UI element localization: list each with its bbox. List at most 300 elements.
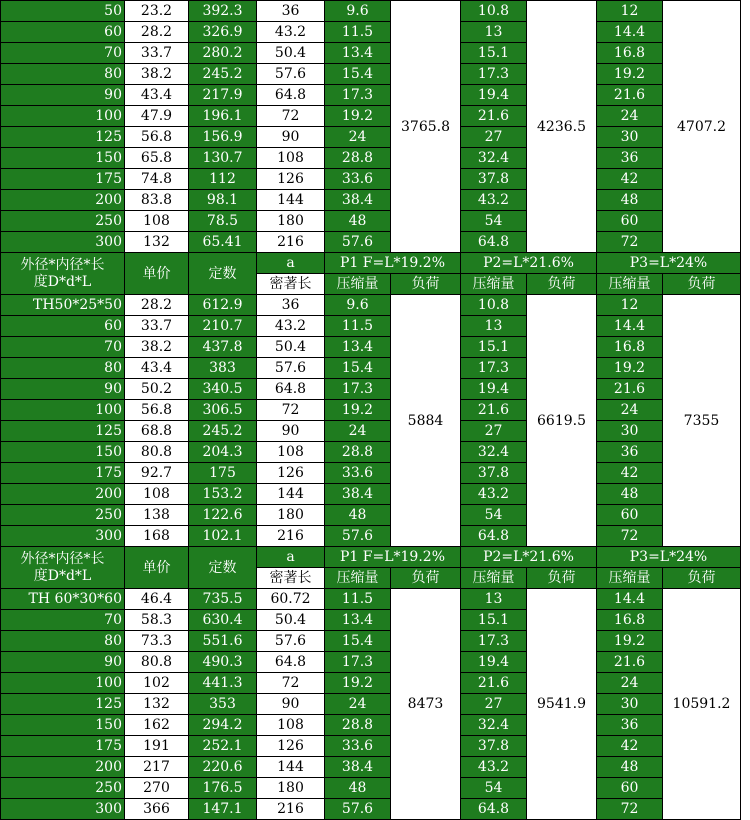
quota-cell: 392.3 <box>189 1 257 22</box>
p2-compression-cell: 54 <box>461 211 527 232</box>
table-row <box>1 778 741 799</box>
p2-compression-cell: 21.6 <box>461 673 527 694</box>
p1-load-header: 负荷 <box>391 274 461 295</box>
p1-compression-cell: 9.6 <box>325 295 391 316</box>
table-row <box>1 232 741 253</box>
density-length-cell: 144 <box>257 757 325 778</box>
size-cell: 100 <box>1 106 125 127</box>
table-row <box>1 316 741 337</box>
col-size-header <box>1 547 125 589</box>
table-row <box>1 589 741 610</box>
p2-compression-cell: 13 <box>461 589 527 610</box>
quota-cell: 280.2 <box>189 43 257 64</box>
quota-cell: 306.5 <box>189 400 257 421</box>
p1-compression-cell: 48 <box>325 778 391 799</box>
size-cell: 90 <box>1 85 125 106</box>
size-cell: 80 <box>1 64 125 85</box>
table-row <box>1 190 741 211</box>
p2-compression-cell: 54 <box>461 778 527 799</box>
p3-header: P3=L*24% <box>597 547 741 568</box>
col-density-length-header: 密著长 <box>257 568 325 589</box>
p2-load-cell: 4236.5 <box>527 1 597 253</box>
p1-compression-cell: 17.3 <box>325 652 391 673</box>
table-row <box>1 463 741 484</box>
size-cell: 100 <box>1 400 125 421</box>
size-cell: TH50*25*50 <box>1 295 125 316</box>
size-cell: 300 <box>1 526 125 547</box>
table-row <box>1 64 741 85</box>
size-cell: 50 <box>1 1 125 22</box>
p2-compression-cell: 15.1 <box>461 610 527 631</box>
p2-compression-cell: 43.2 <box>461 190 527 211</box>
p2-load-cell: 6619.5 <box>527 295 597 547</box>
price-cell: 23.2 <box>125 1 189 22</box>
quota-cell: 326.9 <box>189 22 257 43</box>
price-cell: 58.3 <box>125 610 189 631</box>
size-cell: 150 <box>1 715 125 736</box>
density-length-cell: 50.4 <box>257 337 325 358</box>
size-cell: 70 <box>1 337 125 358</box>
col-size-line2: 度D*d*L <box>33 273 92 290</box>
density-length-cell: 43.2 <box>257 316 325 337</box>
price-cell: 92.7 <box>125 463 189 484</box>
density-length-cell: 126 <box>257 463 325 484</box>
p1-compression-cell: 15.4 <box>325 64 391 85</box>
p2-compression-cell: 54 <box>461 505 527 526</box>
quota-cell: 490.3 <box>189 652 257 673</box>
size-cell: 300 <box>1 232 125 253</box>
p2-compression-cell: 32.4 <box>461 715 527 736</box>
price-cell: 38.2 <box>125 64 189 85</box>
price-cell: 217 <box>125 757 189 778</box>
p2-compression-header: 压缩量 <box>461 274 527 295</box>
table-row <box>1 1 741 22</box>
p1-compression-cell: 38.4 <box>325 757 391 778</box>
size-cell: 90 <box>1 379 125 400</box>
p3-compression-cell: 16.8 <box>597 337 663 358</box>
size-cell: 60 <box>1 22 125 43</box>
p2-compression-cell: 37.8 <box>461 169 527 190</box>
size-cell: 250 <box>1 778 125 799</box>
table-row <box>1 211 741 232</box>
quota-cell: 294.2 <box>189 715 257 736</box>
p2-compression-cell: 10.8 <box>461 1 527 22</box>
quota-cell: 612.9 <box>189 295 257 316</box>
price-cell: 43.4 <box>125 358 189 379</box>
size-cell: 250 <box>1 505 125 526</box>
quota-cell: 204.3 <box>189 442 257 463</box>
density-length-cell: 126 <box>257 736 325 757</box>
p1-load-cell: 5884 <box>391 295 461 547</box>
p1-compression-cell: 11.5 <box>325 22 391 43</box>
density-length-cell: 108 <box>257 715 325 736</box>
p3-compression-cell: 14.4 <box>597 589 663 610</box>
price-cell: 28.2 <box>125 22 189 43</box>
density-length-cell: 64.8 <box>257 379 325 400</box>
size-cell: 125 <box>1 694 125 715</box>
price-cell: 102 <box>125 673 189 694</box>
price-cell: 138 <box>125 505 189 526</box>
price-cell: 56.8 <box>125 127 189 148</box>
p3-compression-cell: 42 <box>597 736 663 757</box>
p2-compression-cell: 21.6 <box>461 106 527 127</box>
density-length-cell: 64.8 <box>257 85 325 106</box>
size-cell: 80 <box>1 358 125 379</box>
p3-compression-cell: 21.6 <box>597 85 663 106</box>
p2-compression-cell: 19.4 <box>461 379 527 400</box>
p2-compression-cell: 37.8 <box>461 736 527 757</box>
p3-compression-cell: 72 <box>597 526 663 547</box>
table-row <box>1 715 741 736</box>
p3-compression-cell: 16.8 <box>597 610 663 631</box>
p2-compression-cell: 21.6 <box>461 400 527 421</box>
density-length-cell: 90 <box>257 421 325 442</box>
density-length-cell: 43.2 <box>257 22 325 43</box>
density-length-cell: 216 <box>257 799 325 820</box>
p3-header: P3=L*24% <box>597 253 741 274</box>
p2-compression-cell: 32.4 <box>461 148 527 169</box>
density-length-cell: 180 <box>257 211 325 232</box>
size-cell: 200 <box>1 484 125 505</box>
p1-compression-cell: 38.4 <box>325 190 391 211</box>
col-size-line2: 度D*d*L <box>33 567 92 584</box>
quota-cell: 210.7 <box>189 316 257 337</box>
size-cell: 300 <box>1 799 125 820</box>
price-cell: 50.2 <box>125 379 189 400</box>
table-row <box>1 400 741 421</box>
p1-compression-cell: 13.4 <box>325 610 391 631</box>
density-length-cell: 72 <box>257 673 325 694</box>
header-row <box>1 253 741 274</box>
table-row <box>1 295 741 316</box>
p2-compression-cell: 13 <box>461 316 527 337</box>
table-row <box>1 43 741 64</box>
p2-compression-cell: 17.3 <box>461 631 527 652</box>
p2-compression-cell: 17.3 <box>461 358 527 379</box>
density-length-cell: 180 <box>257 778 325 799</box>
table-row <box>1 379 741 400</box>
p3-compression-cell: 19.2 <box>597 358 663 379</box>
price-cell: 43.4 <box>125 85 189 106</box>
col-price-header: 单价 <box>125 253 189 295</box>
size-cell: 100 <box>1 673 125 694</box>
size-cell: 80 <box>1 631 125 652</box>
quota-cell: 130.7 <box>189 148 257 169</box>
p3-load-cell: 7355 <box>663 295 741 547</box>
density-length-cell: 64.8 <box>257 652 325 673</box>
p3-compression-cell: 24 <box>597 106 663 127</box>
p3-compression-cell: 16.8 <box>597 43 663 64</box>
table-row <box>1 106 741 127</box>
p3-load-header: 负荷 <box>663 568 741 589</box>
p1-compression-cell: 24 <box>325 421 391 442</box>
table-row <box>1 673 741 694</box>
col-density-length-header: 密著长 <box>257 274 325 295</box>
density-length-cell: 126 <box>257 169 325 190</box>
p1-compression-cell: 15.4 <box>325 358 391 379</box>
density-length-cell: 57.6 <box>257 64 325 85</box>
p2-load-cell: 9541.9 <box>527 589 597 820</box>
p1-header: P1 F=L*19.2% <box>325 547 461 568</box>
price-cell: 162 <box>125 715 189 736</box>
quota-cell: 112 <box>189 169 257 190</box>
price-cell: 56.8 <box>125 400 189 421</box>
p2-compression-cell: 13 <box>461 22 527 43</box>
price-cell: 28.2 <box>125 295 189 316</box>
table-row <box>1 421 741 442</box>
price-cell: 73.3 <box>125 631 189 652</box>
p1-compression-cell: 28.8 <box>325 148 391 169</box>
p2-compression-cell: 64.8 <box>461 799 527 820</box>
p1-compression-cell: 11.5 <box>325 589 391 610</box>
col-size-line1: 外径*内径*长 <box>20 256 105 273</box>
table-row <box>1 358 741 379</box>
p1-compression-cell: 17.3 <box>325 379 391 400</box>
size-cell: 150 <box>1 148 125 169</box>
density-length-cell: 50.4 <box>257 43 325 64</box>
p3-load-header: 负荷 <box>663 274 741 295</box>
p2-compression-cell: 17.3 <box>461 64 527 85</box>
header-row <box>1 547 741 568</box>
price-cell: 47.9 <box>125 106 189 127</box>
quota-cell: 441.3 <box>189 673 257 694</box>
size-cell: 150 <box>1 442 125 463</box>
size-cell: TH 60*30*60 <box>1 589 125 610</box>
density-length-cell: 108 <box>257 442 325 463</box>
p3-compression-header: 压缩量 <box>597 568 663 589</box>
size-cell: 70 <box>1 610 125 631</box>
p3-compression-cell: 48 <box>597 484 663 505</box>
p1-compression-cell: 24 <box>325 694 391 715</box>
p2-compression-cell: 32.4 <box>461 442 527 463</box>
density-length-cell: 36 <box>257 1 325 22</box>
table-row <box>1 736 741 757</box>
p2-compression-cell: 43.2 <box>461 757 527 778</box>
p2-compression-cell: 64.8 <box>461 526 527 547</box>
table-row <box>1 652 741 673</box>
p1-compression-cell: 19.2 <box>325 106 391 127</box>
p2-compression-cell: 27 <box>461 694 527 715</box>
quota-cell: 340.5 <box>189 379 257 400</box>
col-size-line1: 外径*内径*长 <box>20 550 105 567</box>
table-row <box>1 694 741 715</box>
price-cell: 74.8 <box>125 169 189 190</box>
p3-compression-cell: 60 <box>597 211 663 232</box>
p3-compression-cell: 60 <box>597 505 663 526</box>
p1-compression-cell: 57.6 <box>325 232 391 253</box>
p3-load-cell: 4707.2 <box>663 1 741 253</box>
p2-compression-cell: 19.4 <box>461 652 527 673</box>
density-length-cell: 90 <box>257 694 325 715</box>
p3-compression-cell: 36 <box>597 715 663 736</box>
p3-compression-cell: 19.2 <box>597 631 663 652</box>
p2-header: P2=L*21.6% <box>461 547 597 568</box>
p1-load-header: 负荷 <box>391 568 461 589</box>
quota-cell: 147.1 <box>189 799 257 820</box>
p3-compression-cell: 72 <box>597 232 663 253</box>
p3-compression-cell: 42 <box>597 463 663 484</box>
p3-compression-cell: 19.2 <box>597 64 663 85</box>
p3-compression-cell: 48 <box>597 190 663 211</box>
size-cell: 125 <box>1 127 125 148</box>
p2-compression-cell: 10.8 <box>461 295 527 316</box>
table-row <box>1 610 741 631</box>
p3-compression-cell: 48 <box>597 757 663 778</box>
p3-compression-header: 压缩量 <box>597 274 663 295</box>
p2-compression-cell: 15.1 <box>461 43 527 64</box>
size-cell: 175 <box>1 463 125 484</box>
table-row <box>1 127 741 148</box>
p2-compression-cell: 37.8 <box>461 463 527 484</box>
col-size-header <box>1 253 125 295</box>
table-row <box>1 757 741 778</box>
p1-compression-cell: 38.4 <box>325 484 391 505</box>
size-cell: 175 <box>1 736 125 757</box>
p3-compression-cell: 30 <box>597 694 663 715</box>
price-cell: 83.8 <box>125 190 189 211</box>
p1-compression-cell: 9.6 <box>325 1 391 22</box>
density-length-cell: 108 <box>257 148 325 169</box>
density-length-cell: 60.72 <box>257 589 325 610</box>
p1-load-cell: 8473 <box>391 589 461 820</box>
table-row <box>1 505 741 526</box>
density-length-cell: 57.6 <box>257 631 325 652</box>
quota-cell: 353 <box>189 694 257 715</box>
density-length-cell: 50.4 <box>257 610 325 631</box>
price-cell: 65.8 <box>125 148 189 169</box>
p1-compression-cell: 19.2 <box>325 673 391 694</box>
density-length-cell: 180 <box>257 505 325 526</box>
quota-cell: 65.41 <box>189 232 257 253</box>
quota-cell: 153.2 <box>189 484 257 505</box>
density-length-cell: 216 <box>257 232 325 253</box>
price-cell: 68.8 <box>125 421 189 442</box>
price-cell: 132 <box>125 232 189 253</box>
quota-cell: 245.2 <box>189 64 257 85</box>
p1-compression-cell: 48 <box>325 211 391 232</box>
p1-compression-cell: 33.6 <box>325 736 391 757</box>
p2-compression-cell: 15.1 <box>461 337 527 358</box>
price-cell: 80.8 <box>125 442 189 463</box>
density-length-cell: 72 <box>257 106 325 127</box>
p1-load-cell: 3765.8 <box>391 1 461 253</box>
table-row <box>1 799 741 820</box>
quota-cell: 122.6 <box>189 505 257 526</box>
table-row <box>1 22 741 43</box>
size-cell: 200 <box>1 190 125 211</box>
quota-cell: 245.2 <box>189 421 257 442</box>
quota-cell: 102.1 <box>189 526 257 547</box>
p3-load-cell: 10591.2 <box>663 589 741 820</box>
p3-compression-cell: 72 <box>597 799 663 820</box>
p3-compression-cell: 30 <box>597 421 663 442</box>
density-length-cell: 144 <box>257 190 325 211</box>
size-cell: 70 <box>1 43 125 64</box>
density-length-cell: 144 <box>257 484 325 505</box>
p2-compression-cell: 64.8 <box>461 232 527 253</box>
quota-cell: 176.5 <box>189 778 257 799</box>
p1-compression-cell: 28.8 <box>325 715 391 736</box>
price-cell: 80.8 <box>125 652 189 673</box>
p3-compression-cell: 12 <box>597 1 663 22</box>
p1-compression-cell: 17.3 <box>325 85 391 106</box>
p2-load-header: 负荷 <box>527 568 597 589</box>
col-price-header: 单价 <box>125 547 189 589</box>
p3-compression-cell: 60 <box>597 778 663 799</box>
p1-compression-cell: 19.2 <box>325 400 391 421</box>
p3-compression-cell: 12 <box>597 295 663 316</box>
p2-load-header: 负荷 <box>527 274 597 295</box>
p1-compression-cell: 13.4 <box>325 337 391 358</box>
col-quota-header: 定数 <box>189 547 257 589</box>
price-cell: 270 <box>125 778 189 799</box>
table-row <box>1 526 741 547</box>
p3-compression-cell: 36 <box>597 442 663 463</box>
price-cell: 108 <box>125 484 189 505</box>
col-a-header: a <box>257 547 325 568</box>
density-length-cell: 90 <box>257 127 325 148</box>
quota-cell: 252.1 <box>189 736 257 757</box>
price-cell: 46.4 <box>125 589 189 610</box>
size-cell: 200 <box>1 757 125 778</box>
table-row <box>1 169 741 190</box>
price-cell: 33.7 <box>125 316 189 337</box>
p2-compression-cell: 19.4 <box>461 85 527 106</box>
p3-compression-cell: 30 <box>597 127 663 148</box>
quota-cell: 630.4 <box>189 610 257 631</box>
p2-header: P2=L*21.6% <box>461 253 597 274</box>
table-row <box>1 337 741 358</box>
p1-compression-cell: 13.4 <box>325 43 391 64</box>
table-row <box>1 631 741 652</box>
p3-compression-cell: 36 <box>597 148 663 169</box>
p2-compression-cell: 27 <box>461 421 527 442</box>
table-row <box>1 85 741 106</box>
p1-compression-cell: 57.6 <box>325 799 391 820</box>
quota-cell: 98.1 <box>189 190 257 211</box>
quota-cell: 156.9 <box>189 127 257 148</box>
p3-compression-cell: 21.6 <box>597 379 663 400</box>
table-row <box>1 484 741 505</box>
size-cell: 175 <box>1 169 125 190</box>
p1-compression-cell: 24 <box>325 127 391 148</box>
density-length-cell: 36 <box>257 295 325 316</box>
p3-compression-cell: 21.6 <box>597 652 663 673</box>
size-cell: 250 <box>1 211 125 232</box>
p2-compression-header: 压缩量 <box>461 568 527 589</box>
p3-compression-cell: 14.4 <box>597 316 663 337</box>
quota-cell: 551.6 <box>189 631 257 652</box>
p2-compression-cell: 43.2 <box>461 484 527 505</box>
size-cell: 125 <box>1 421 125 442</box>
quota-cell: 220.6 <box>189 757 257 778</box>
quota-cell: 437.8 <box>189 337 257 358</box>
p3-compression-cell: 24 <box>597 400 663 421</box>
quota-cell: 196.1 <box>189 106 257 127</box>
p1-compression-cell: 33.6 <box>325 463 391 484</box>
p3-compression-cell: 42 <box>597 169 663 190</box>
price-cell: 108 <box>125 211 189 232</box>
quota-cell: 735.5 <box>189 589 257 610</box>
p3-compression-cell: 24 <box>597 673 663 694</box>
quota-cell: 217.9 <box>189 85 257 106</box>
p1-compression-cell: 48 <box>325 505 391 526</box>
density-length-cell: 72 <box>257 400 325 421</box>
p1-header: P1 F=L*19.2% <box>325 253 461 274</box>
p3-compression-cell: 14.4 <box>597 22 663 43</box>
p1-compression-header: 压缩量 <box>325 274 391 295</box>
p2-compression-cell: 27 <box>461 127 527 148</box>
